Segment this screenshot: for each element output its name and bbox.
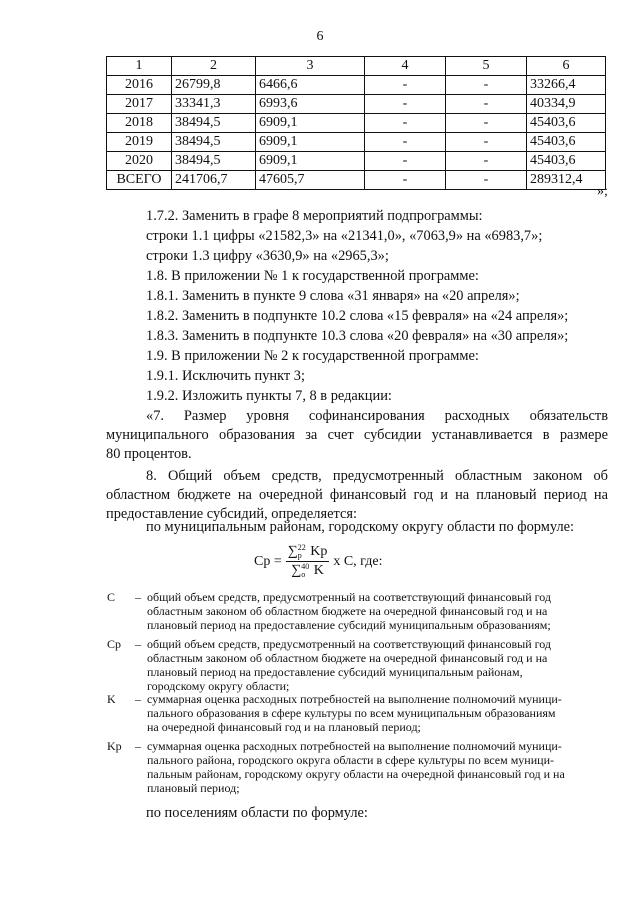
table-header-cell: 5 bbox=[446, 57, 527, 76]
table-header-cell: 3 bbox=[256, 57, 365, 76]
table-cell: - bbox=[365, 171, 446, 190]
table-row bbox=[107, 114, 606, 133]
table-cell: 47605,7 bbox=[256, 171, 365, 190]
definition-cp bbox=[107, 637, 587, 695]
definition-dash: – bbox=[135, 739, 141, 753]
definition-line: пального образования в сфере культуры по всем муниципальным образованиям bbox=[147, 706, 556, 720]
table-row bbox=[107, 95, 606, 114]
table-cell-year: 2018 bbox=[107, 114, 172, 133]
definition-line: общий объем средств, предусмотренный на соответствующий финансовый год bbox=[147, 590, 552, 604]
sum-symbol: ∑ bbox=[291, 563, 302, 579]
definition-line: плановый период на предоставление субсидий муниципальным районам, bbox=[147, 665, 523, 679]
definition-dash: – bbox=[135, 590, 141, 604]
table-cell: 40334,9 bbox=[527, 95, 606, 114]
table-header-cell: 6 bbox=[527, 57, 606, 76]
table-cell: - bbox=[446, 152, 527, 171]
table-cell: 45403,6 bbox=[527, 114, 606, 133]
page-number: 6 bbox=[316, 29, 324, 44]
formula-num-var: Kp bbox=[310, 544, 328, 560]
paragraph-8-line-3: предоставление субсидий, определяется: bbox=[106, 506, 357, 522]
definition-line: областным законом об областном бюджете на очередной финансовый год и на bbox=[147, 651, 548, 665]
table-cell-year: 2019 bbox=[107, 133, 172, 152]
definition-text bbox=[147, 739, 587, 795]
table-cell: 38494,5 bbox=[172, 114, 256, 133]
table-total-row bbox=[107, 171, 606, 190]
paragraph-1-8-3: 1.8.3. Заменить в подпункте 10.3 слова «20 февраля» на «30 апреля»; bbox=[146, 328, 569, 344]
paragraph-1-7-2: 1.7.2. Заменить в графе 8 мероприятий подпрограммы: bbox=[146, 208, 483, 224]
paragraph-row-1-1: строки 1.1 цифры «21582,3» на «21341,0», «7063,9» на «6983,7»; bbox=[146, 228, 543, 244]
definition-text bbox=[147, 692, 587, 734]
paragraph-7-line-1: «7. Размер уровня софинансирования расходных обязательств bbox=[146, 408, 608, 424]
table-row bbox=[107, 76, 606, 95]
sum-symbol: ∑ bbox=[287, 544, 298, 560]
paragraph-formula-intro-settlements: по поселениям области по формуле: bbox=[146, 805, 368, 821]
table-closing-quote: »; bbox=[597, 184, 608, 199]
table-cell: - bbox=[365, 76, 446, 95]
table-cell: - bbox=[365, 95, 446, 114]
paragraph-1-9: 1.9. В приложении № 2 к государственной программе: bbox=[146, 348, 479, 364]
definition-line: плановый период на предоставление субсидий муниципальным образованиям; bbox=[147, 618, 551, 632]
table-row bbox=[107, 152, 606, 171]
table-cell: 45403,6 bbox=[527, 152, 606, 171]
definition-line: общий объем средств, предусмотренный на соответствующий финансовый год bbox=[147, 637, 552, 651]
table-header-row bbox=[107, 57, 606, 76]
table-cell: - bbox=[365, 114, 446, 133]
formula-sup: 40 bbox=[301, 562, 310, 572]
definition-line: областным законом об областном бюджете на очередной финансовый год и на bbox=[147, 604, 548, 618]
table-cell: - bbox=[365, 152, 446, 171]
table-cell: - bbox=[446, 171, 527, 190]
table-cell: 289312,4 bbox=[527, 171, 606, 190]
table-cell: 6909,1 bbox=[256, 114, 365, 133]
definition-k bbox=[107, 692, 587, 736]
formula-rhs: x C, где: bbox=[333, 553, 383, 569]
table-header-cell: 2 bbox=[172, 57, 256, 76]
paragraph-1-9-1: 1.9.1. Исключить пункт 3; bbox=[146, 368, 305, 384]
table-header-cell: 1 bbox=[107, 57, 172, 76]
paragraph-1-8: 1.8. В приложении № 1 к государственной программе: bbox=[146, 268, 479, 284]
table-cell: - bbox=[446, 95, 527, 114]
definition-text bbox=[147, 637, 587, 693]
formula-fraction bbox=[286, 544, 330, 579]
definition-term: Kp bbox=[107, 739, 122, 753]
definition-dash: – bbox=[135, 637, 141, 651]
table-row bbox=[107, 133, 606, 152]
table-cell-year: 2016 bbox=[107, 76, 172, 95]
table-cell: 26799,8 bbox=[172, 76, 256, 95]
definition-line: суммарная оценка расходных потребностей на выполнение полномочий муници- bbox=[147, 739, 562, 753]
paragraph-row-1-3: строки 1.3 цифру «3630,9» на «2965,3»; bbox=[146, 248, 389, 264]
paragraph-8-line-1: 8. Общий объем средств, предусмотренный областным законом об bbox=[146, 468, 608, 484]
definition-term: Cp bbox=[107, 637, 122, 651]
definition-term: C bbox=[107, 590, 116, 604]
table-cell: 241706,7 bbox=[172, 171, 256, 190]
table-cell: 6993,6 bbox=[256, 95, 365, 114]
definition-c bbox=[107, 590, 587, 634]
formula-lhs: Cp = bbox=[254, 553, 282, 569]
definition-line: городскому округу области; bbox=[147, 679, 290, 693]
definition-text bbox=[147, 590, 587, 632]
table-cell: 38494,5 bbox=[172, 152, 256, 171]
table-cell: 45403,6 bbox=[527, 133, 606, 152]
formula-den-var: K bbox=[313, 563, 324, 579]
paragraph-7-line-3: 80 процентов. bbox=[106, 446, 192, 462]
definition-kp bbox=[107, 739, 587, 797]
table-cell: 38494,5 bbox=[172, 133, 256, 152]
definition-line: на очередной финансовый год и на плановый период; bbox=[147, 720, 421, 734]
formula-limits bbox=[298, 544, 306, 560]
formula-sup: 22 bbox=[297, 543, 306, 552]
table-cell-year: 2020 bbox=[107, 152, 172, 171]
table-cell: - bbox=[365, 133, 446, 152]
formula-denominator bbox=[289, 562, 326, 579]
paragraph-1-8-1: 1.8.1. Заменить в пункте 9 слова «31 января» на «20 апреля»; bbox=[146, 288, 520, 304]
formula-sub: o bbox=[301, 570, 306, 580]
paragraph-7-line-2: муниципального образования за счет субсидии устанавливается в размере bbox=[106, 427, 608, 443]
definition-dash: – bbox=[135, 692, 141, 706]
table-cell: 6909,1 bbox=[256, 152, 365, 171]
formula-limits bbox=[301, 563, 309, 579]
table-cell: 33341,3 bbox=[172, 95, 256, 114]
table-cell: 6909,1 bbox=[256, 133, 365, 152]
formula-sub: p bbox=[297, 551, 302, 560]
definition-term: K bbox=[107, 692, 116, 706]
table-cell: 6466,6 bbox=[256, 76, 365, 95]
definition-line: пального района, городского округа области в сфере культуры по всем муници- bbox=[147, 753, 554, 767]
table-cell: - bbox=[446, 76, 527, 95]
definition-line: пальным районам, городскому округу области на очередной финансовый год и на bbox=[147, 767, 565, 781]
definition-line: плановый период; bbox=[147, 781, 240, 795]
definition-line: суммарная оценка расходных потребностей на выполнение полномочий муници- bbox=[147, 692, 562, 706]
table-cell: - bbox=[446, 133, 527, 152]
table-header-cell: 4 bbox=[365, 57, 446, 76]
table-cell-year: 2017 bbox=[107, 95, 172, 114]
table-cell: 33266,4 bbox=[527, 76, 606, 95]
paragraph-8-line-2: областном бюджете на очередной финансовый год и на плановый период на bbox=[106, 487, 608, 503]
funding-table bbox=[106, 56, 606, 190]
formula-cp bbox=[254, 544, 382, 579]
paragraph-1-8-2: 1.8.2. Заменить в подпункте 10.2 слова «15 февраля» на «24 апреля»; bbox=[146, 308, 569, 324]
paragraph-formula-intro-districts: по муниципальным районам, городскому округу области по формуле: bbox=[146, 519, 575, 535]
table-cell: - bbox=[446, 114, 527, 133]
formula-numerator bbox=[286, 544, 330, 562]
table-cell-total-label: ВСЕГО bbox=[107, 171, 172, 190]
paragraph-1-9-2: 1.9.2. Изложить пункты 7, 8 в редакции: bbox=[146, 388, 392, 404]
